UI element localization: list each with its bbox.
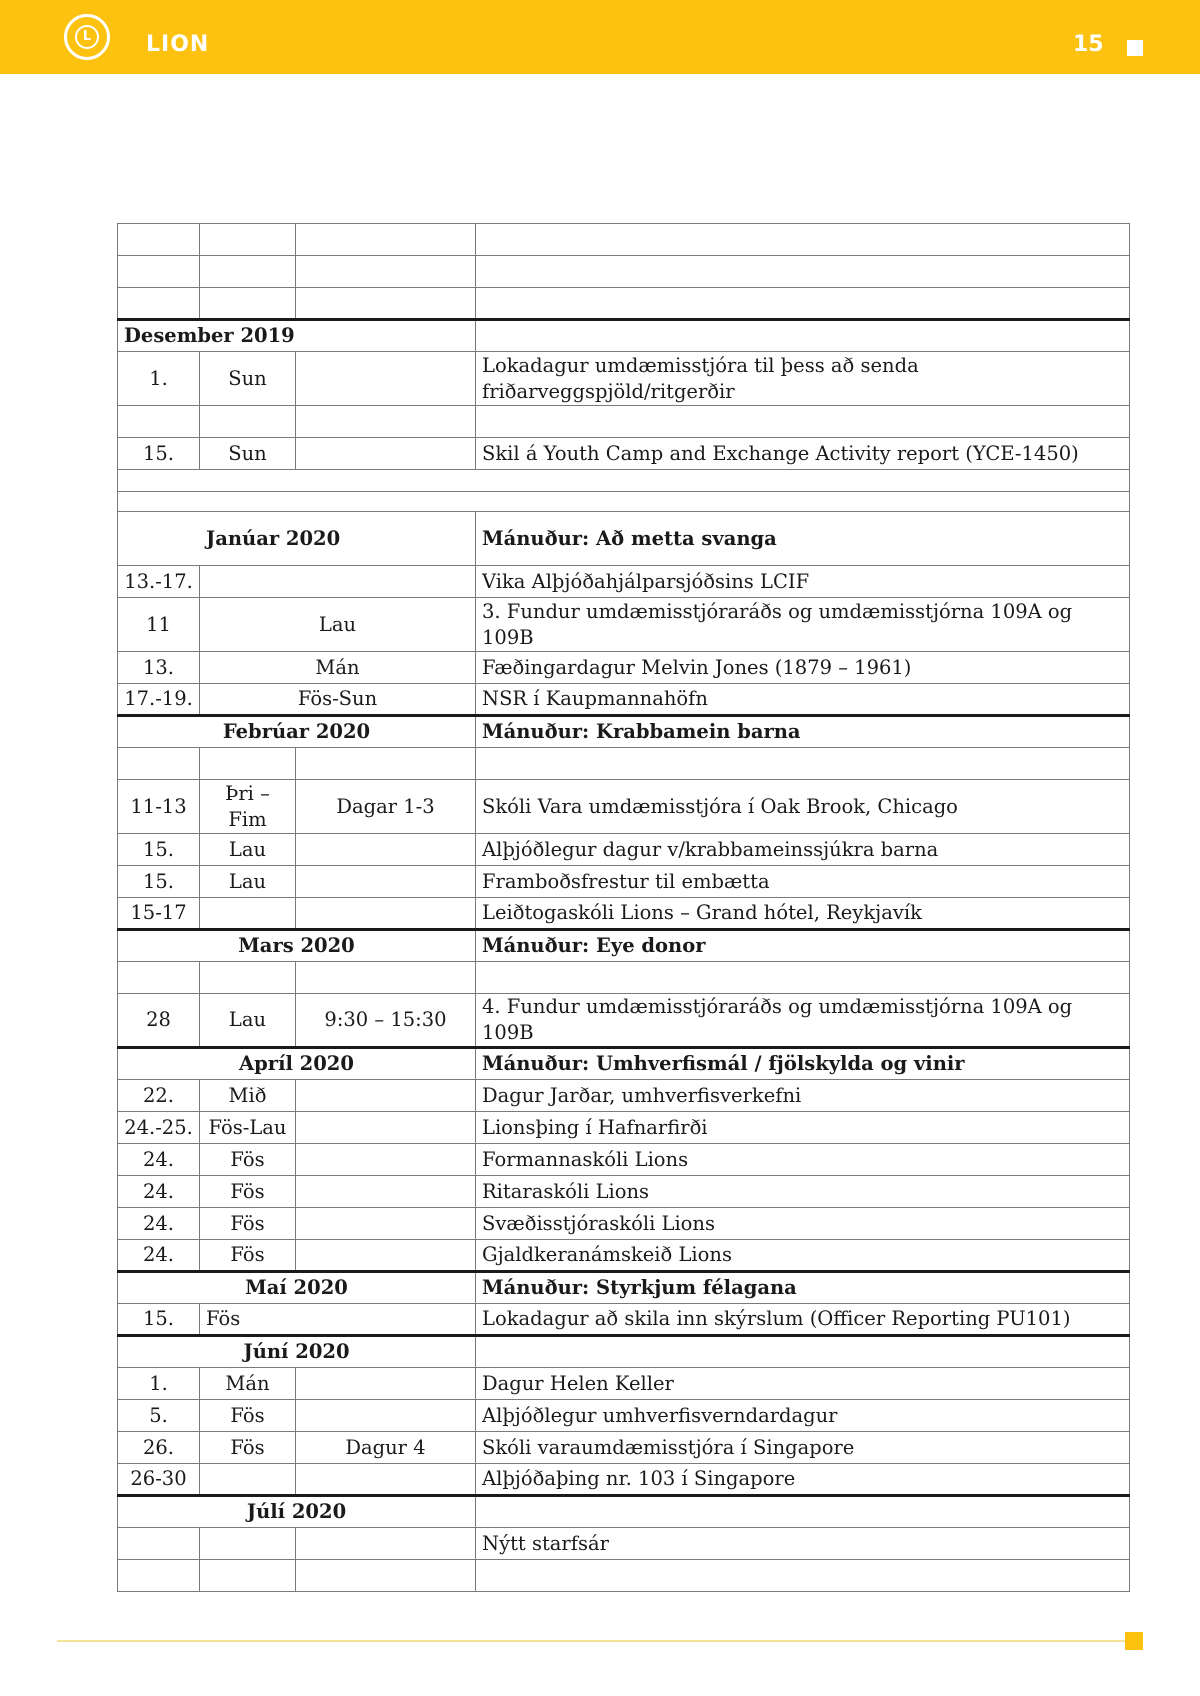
- table-row: [118, 1240, 1130, 1272]
- event-description: 4. Fundur umdæmisstjóraráðs og umdæmisstjórna 109A og 109B: [476, 994, 1130, 1048]
- table-row: [118, 1432, 1130, 1464]
- table-row: [118, 352, 1130, 406]
- table-row: [118, 684, 1130, 716]
- event-description: Vika Alþjóðahjálparsjóðsins LCIF: [476, 566, 1130, 598]
- event-day: Lau: [200, 598, 476, 652]
- event-day: Fös-Lau: [200, 1112, 296, 1144]
- event-day: Fös: [200, 1432, 296, 1464]
- event-date: 15.: [118, 438, 200, 470]
- table-row: [118, 780, 1130, 834]
- event-note: Dagar 1-3: [296, 780, 476, 834]
- event-description: Dagur Jarðar, umhverfisverkefni: [476, 1080, 1130, 1112]
- table-row: [118, 406, 1130, 438]
- event-date: 24.: [118, 1208, 200, 1240]
- month-theme: Mánuður: Umhverfismál / fjölskylda og vinir: [476, 1048, 1130, 1080]
- table-row: [118, 994, 1130, 1048]
- event-date: 13.-17.: [118, 566, 200, 598]
- event-description: Gjaldkeranámskeið Lions: [476, 1240, 1130, 1272]
- event-description: 3. Fundur umdæmisstjóraráðs og umdæmisstjórna 109A og 109B: [476, 598, 1130, 652]
- table-row: [118, 898, 1130, 930]
- month-theme: Mánuður: Að metta svanga: [476, 512, 1130, 566]
- magazine-title: LION: [146, 32, 210, 57]
- event-day: Mán: [200, 652, 476, 684]
- table-row: [118, 1400, 1130, 1432]
- event-description: Lokadagur umdæmisstjóra til þess að senda friðarveggspjöld/ritgerðir: [476, 352, 1130, 406]
- month-theme: Mánuður: Krabbamein barna: [476, 716, 1130, 748]
- event-description: Fæðingardagur Melvin Jones (1879 – 1961): [476, 652, 1130, 684]
- event-description: Alþjóðaþing nr. 103 í Singapore: [476, 1464, 1130, 1496]
- event-description: Skóli Vara umdæmisstjóra í Oak Brook, Chicago: [476, 780, 1130, 834]
- table-row: [118, 748, 1130, 780]
- logo-letter: L: [75, 25, 99, 49]
- table-row: [118, 834, 1130, 866]
- month-title: Mars 2020: [118, 930, 476, 962]
- table-row: [118, 288, 1130, 320]
- event-description: Dagur Helen Keller: [476, 1368, 1130, 1400]
- event-description: Nýtt starfsár: [476, 1528, 1130, 1560]
- table-row: [118, 598, 1130, 652]
- page-header: [0, 0, 1200, 74]
- event-day: Sun: [200, 352, 296, 406]
- event-description: Formannaskóli Lions: [476, 1144, 1130, 1176]
- table-row: [118, 866, 1130, 898]
- lions-logo-icon: [64, 14, 110, 60]
- table-row: [118, 256, 1130, 288]
- month-header-row: [118, 320, 1130, 352]
- month-header-row: [118, 716, 1130, 748]
- table-row: [118, 1176, 1130, 1208]
- event-date: 11: [118, 598, 200, 652]
- event-date: 15.: [118, 1304, 200, 1336]
- event-day: Mið: [200, 1080, 296, 1112]
- schedule-table: [117, 223, 1130, 1592]
- month-header-row: [118, 1048, 1130, 1080]
- header-square-icon: [1127, 40, 1143, 56]
- table-row: [118, 438, 1130, 470]
- month-header-row: [118, 1496, 1130, 1528]
- table-row: [118, 1560, 1130, 1592]
- month-header-row: [118, 1272, 1130, 1304]
- month-title: Apríl 2020: [118, 1048, 476, 1080]
- month-theme: Mánuður: Eye donor: [476, 930, 1130, 962]
- month-title: Desember 2019: [118, 320, 476, 352]
- month-theme: Mánuður: Styrkjum félagana: [476, 1272, 1130, 1304]
- event-description: Alþjóðlegur umhverfisverndardagur: [476, 1400, 1130, 1432]
- event-day: Fös-Sun: [200, 684, 476, 716]
- event-date: 13.: [118, 652, 200, 684]
- event-day: Fös: [200, 1176, 296, 1208]
- event-date: 22.: [118, 1080, 200, 1112]
- event-date: 1.: [118, 352, 200, 406]
- event-date: 26-30: [118, 1464, 200, 1496]
- event-date: 1.: [118, 1368, 200, 1400]
- event-day: Fös: [200, 1400, 296, 1432]
- table-row: [118, 224, 1130, 256]
- event-date: 15.: [118, 834, 200, 866]
- event-date: 11-13: [118, 780, 200, 834]
- table-row: [118, 652, 1130, 684]
- table-row: [118, 470, 1130, 492]
- event-date: 15.: [118, 866, 200, 898]
- event-description: Skóli varaumdæmisstjóra í Singapore: [476, 1432, 1130, 1464]
- event-date: 26.: [118, 1432, 200, 1464]
- event-description: Lokadagur að skila inn skýrslum (Officer Reporting PU101): [476, 1304, 1130, 1336]
- table-row: [118, 962, 1130, 994]
- event-description: Framboðsfrestur til embætta: [476, 866, 1130, 898]
- event-description: Alþjóðlegur dagur v/krabbameinssjúkra barna: [476, 834, 1130, 866]
- month-header-row: [118, 512, 1130, 566]
- event-description: Lionsþing í Hafnarfirði: [476, 1112, 1130, 1144]
- event-description: NSR í Kaupmannahöfn: [476, 684, 1130, 716]
- event-date: 24.: [118, 1176, 200, 1208]
- event-date: 5.: [118, 1400, 200, 1432]
- table-row: [118, 1464, 1130, 1496]
- month-title: Júlí 2020: [118, 1496, 476, 1528]
- footer-divider: [57, 1640, 1132, 1642]
- month-title: Janúar 2020: [118, 512, 476, 566]
- table-row: [118, 1304, 1130, 1336]
- event-day: Þri – Fim: [200, 780, 296, 834]
- month-title: Febrúar 2020: [118, 716, 476, 748]
- event-day: Fös: [200, 1144, 296, 1176]
- event-description: Skil á Youth Camp and Exchange Activity report (YCE-1450): [476, 438, 1130, 470]
- table-row: [118, 1368, 1130, 1400]
- page-number: 15: [1073, 32, 1104, 57]
- table-row: [118, 566, 1130, 598]
- event-date: 15-17: [118, 898, 200, 930]
- table-row: [118, 1112, 1130, 1144]
- event-day: Lau: [200, 834, 296, 866]
- event-date: 28: [118, 994, 200, 1048]
- footer-square-icon: [1125, 1632, 1143, 1650]
- table-row: [118, 1144, 1130, 1176]
- table-row: [118, 1080, 1130, 1112]
- table-row: [118, 1528, 1130, 1560]
- event-day: Mán: [200, 1368, 296, 1400]
- event-date: 24.-25.: [118, 1112, 200, 1144]
- event-date: 17.-19.: [118, 684, 200, 716]
- month-header-row: [118, 1336, 1130, 1368]
- table-row: [118, 492, 1130, 512]
- event-description: Leiðtogaskóli Lions – Grand hótel, Reykjavík: [476, 898, 1130, 930]
- event-day: Fös: [200, 1304, 476, 1336]
- event-description: Ritaraskóli Lions: [476, 1176, 1130, 1208]
- event-day: Fös: [200, 1240, 296, 1272]
- month-title: Júní 2020: [118, 1336, 476, 1368]
- event-date: 24.: [118, 1144, 200, 1176]
- event-day: Lau: [200, 866, 296, 898]
- event-day: Sun: [200, 438, 296, 470]
- event-description: Svæðisstjóraskóli Lions: [476, 1208, 1130, 1240]
- event-day: Lau: [200, 994, 296, 1048]
- event-date: 24.: [118, 1240, 200, 1272]
- month-header-row: [118, 930, 1130, 962]
- event-time: 9:30 – 15:30: [296, 994, 476, 1048]
- table-row: [118, 1208, 1130, 1240]
- event-note: Dagur 4: [296, 1432, 476, 1464]
- event-day: Fös: [200, 1208, 296, 1240]
- month-title: Maí 2020: [118, 1272, 476, 1304]
